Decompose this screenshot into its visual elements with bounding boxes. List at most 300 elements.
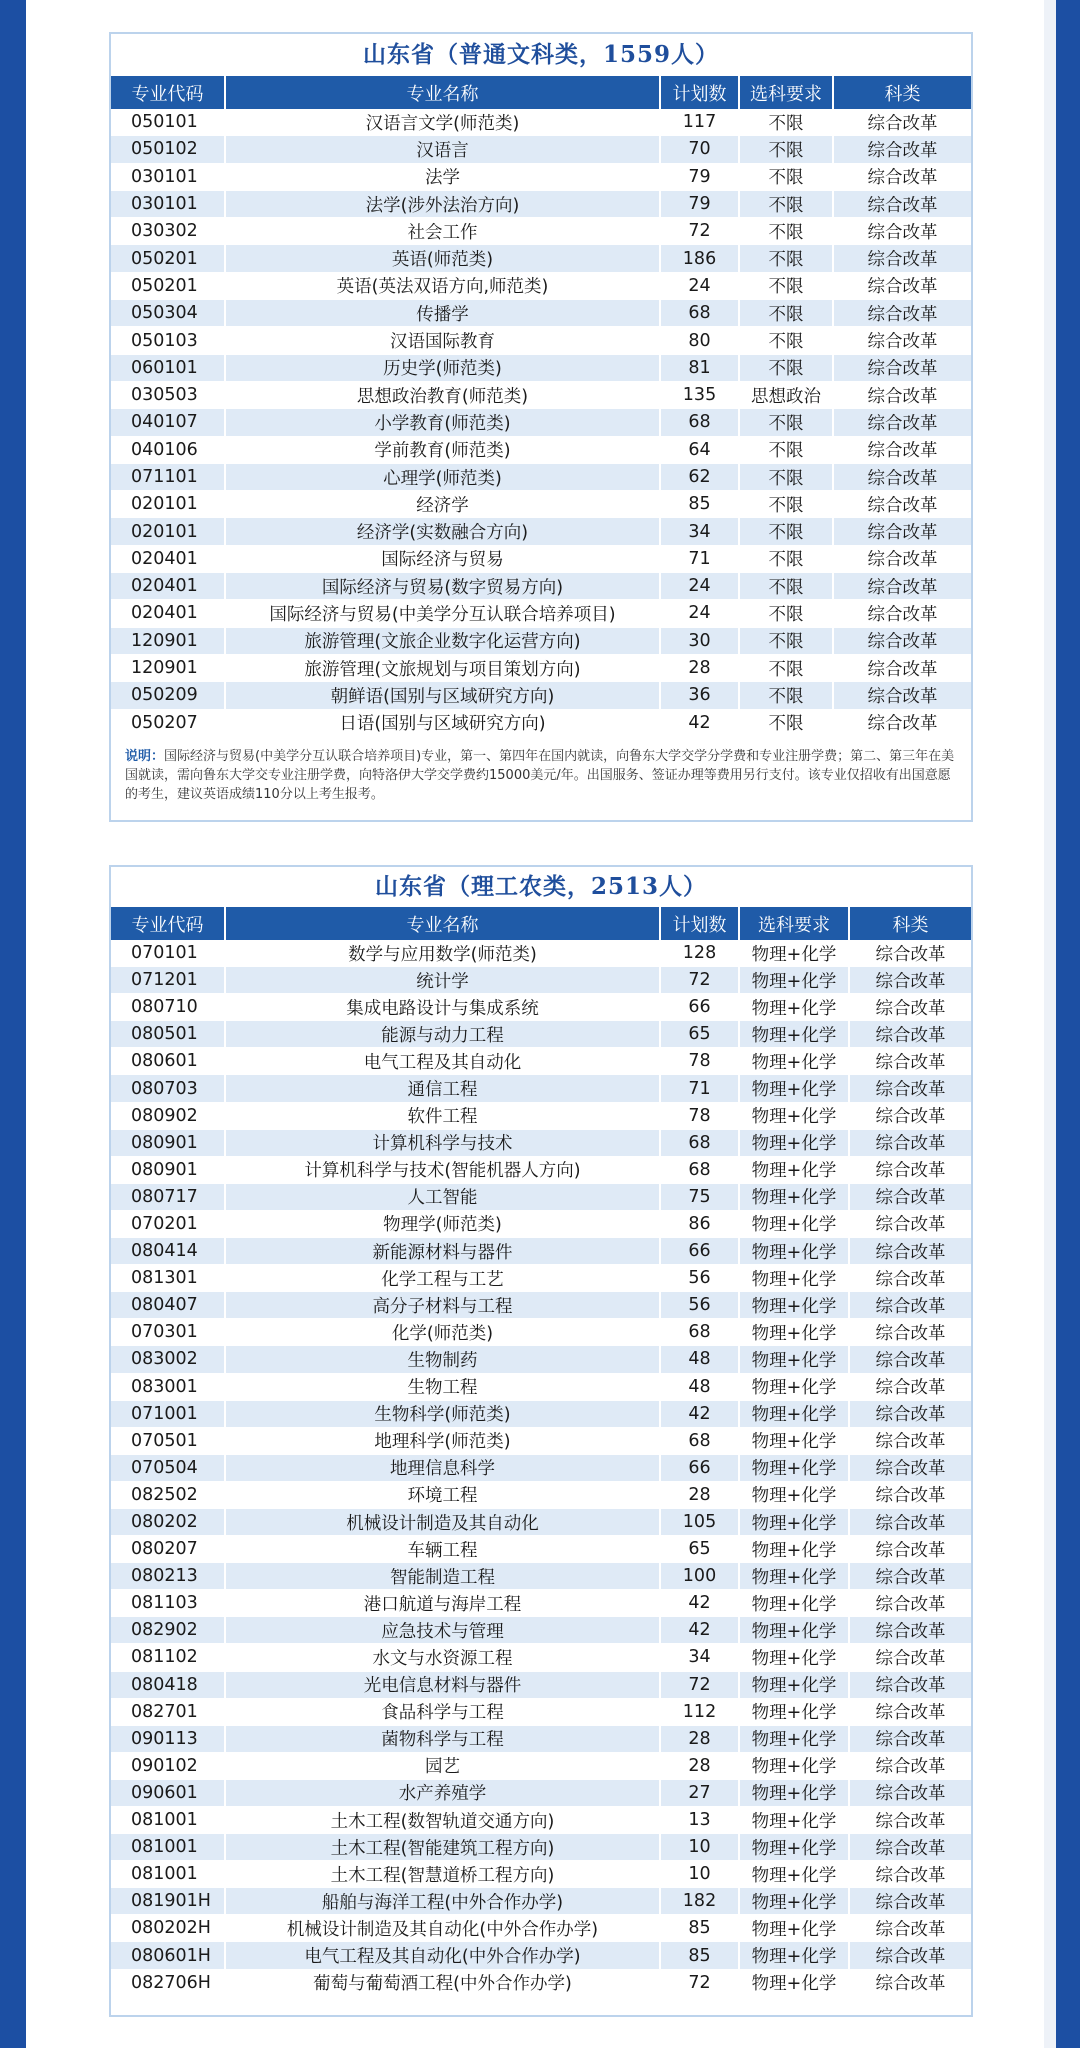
section-title: 山东省（理工农类，2513人）	[374, 873, 707, 900]
cell-plan-count: 27	[660, 1779, 739, 1806]
note-label: 说明：	[125, 748, 165, 764]
cell-plan-count: 72	[660, 967, 739, 994]
cell-category: 综合改革	[833, 436, 971, 463]
header-category: 科类	[849, 907, 971, 940]
cell-major-code: 090601	[111, 1779, 225, 1806]
table-row	[111, 654, 971, 681]
table-header-row	[111, 76, 971, 109]
table-row	[111, 1861, 971, 1888]
table-row	[111, 1048, 971, 1075]
table-row	[111, 994, 971, 1021]
table-row	[111, 272, 971, 299]
table-row	[111, 463, 971, 490]
table-row	[111, 967, 971, 994]
table-row	[111, 1156, 971, 1183]
cell-category: 综合改革	[833, 163, 971, 190]
table-row	[111, 1102, 971, 1129]
cell-plan-count: 66	[660, 994, 739, 1021]
cell-major-code: 090113	[111, 1725, 225, 1752]
table-row	[111, 1888, 971, 1915]
cell-plan-count: 65	[660, 1021, 739, 1048]
table-row	[111, 1915, 971, 1942]
cell-category: 综合改革	[849, 1021, 971, 1048]
cell-category: 综合改革	[849, 1265, 971, 1292]
cell-major-name: 传播学	[225, 300, 660, 327]
cell-category: 综合改革	[833, 381, 971, 408]
table-row	[111, 1617, 971, 1644]
cell-category: 综合改革	[849, 967, 971, 994]
cell-subject-requirement: 物理+化学	[739, 1156, 849, 1183]
cell-major-code: 040107	[111, 409, 225, 436]
cell-plan-count: 85	[660, 1942, 739, 1969]
cell-plan-count: 10	[660, 1834, 739, 1861]
cell-subject-requirement: 物理+化学	[739, 1861, 849, 1888]
table-row	[111, 1834, 971, 1861]
cell-category: 综合改革	[849, 1481, 971, 1508]
cell-major-code: 081901H	[111, 1888, 225, 1915]
cell-plan-count: 36	[660, 682, 739, 709]
cell-major-code: 070301	[111, 1319, 225, 1346]
cell-subject-requirement: 不限	[739, 245, 833, 272]
cell-category: 综合改革	[849, 1508, 971, 1535]
cell-plan-count: 42	[660, 1590, 739, 1617]
cell-category: 综合改革	[849, 1238, 971, 1265]
cell-plan-count: 42	[660, 1400, 739, 1427]
cell-major-name: 人工智能	[225, 1183, 660, 1210]
table-body	[111, 109, 971, 736]
cell-subject-requirement: 物理+化学	[739, 1292, 849, 1319]
cell-major-name: 应急技术与管理	[225, 1617, 660, 1644]
cell-subject-requirement: 物理+化学	[739, 1102, 849, 1129]
cell-plan-count: 182	[660, 1888, 739, 1915]
cell-major-code: 082902	[111, 1617, 225, 1644]
cell-category: 综合改革	[849, 1210, 971, 1237]
cell-major-name: 统计学	[225, 967, 660, 994]
cell-major-name: 旅游管理(文旅企业数字化运营方向)	[225, 627, 660, 654]
cell-subject-requirement: 物理+化学	[739, 1319, 849, 1346]
cell-major-name: 日语(国别与区域研究方向)	[225, 709, 660, 736]
cell-major-name: 车辆工程	[225, 1536, 660, 1563]
cell-category: 综合改革	[849, 1861, 971, 1888]
cell-plan-count: 28	[660, 1725, 739, 1752]
cell-subject-requirement: 不限	[739, 600, 833, 627]
table-row	[111, 627, 971, 654]
cell-plan-count: 78	[660, 1102, 739, 1129]
cell-subject-requirement: 物理+化学	[739, 1048, 849, 1075]
cell-major-name: 小学教育(师范类)	[225, 409, 660, 436]
cell-major-name: 经济学	[225, 491, 660, 518]
cell-category: 综合改革	[833, 327, 971, 354]
cell-major-name: 法学(涉外法治方向)	[225, 190, 660, 217]
cell-major-name: 港口航道与海岸工程	[225, 1590, 660, 1617]
header-major-name: 专业名称	[225, 76, 660, 109]
cell-plan-count: 30	[660, 627, 739, 654]
cell-subject-requirement: 物理+化学	[739, 967, 849, 994]
cell-major-code: 020401	[111, 600, 225, 627]
cell-subject-requirement: 物理+化学	[739, 1671, 849, 1698]
cell-major-code: 070501	[111, 1427, 225, 1454]
cell-category: 综合改革	[849, 940, 971, 967]
cell-category: 综合改革	[849, 1075, 971, 1102]
cell-subject-requirement: 物理+化学	[739, 1563, 849, 1590]
cell-subject-requirement: 物理+化学	[739, 1644, 849, 1671]
cell-major-code: 050201	[111, 272, 225, 299]
header-plan-count: 计划数	[660, 76, 739, 109]
cell-major-name: 光电信息材料与器件	[225, 1671, 660, 1698]
cell-major-name: 英语(英法双语方向,师范类)	[225, 272, 660, 299]
table-row	[111, 1238, 971, 1265]
cell-major-name: 国际经济与贸易(中美学分互认联合培养项目)	[225, 600, 660, 627]
cell-plan-count: 68	[660, 409, 739, 436]
table-row	[111, 1942, 971, 1969]
cell-major-code: 040106	[111, 436, 225, 463]
table-row	[111, 1400, 971, 1427]
cell-major-code: 080901	[111, 1129, 225, 1156]
cell-category: 综合改革	[833, 218, 971, 245]
cell-category: 综合改革	[849, 1942, 971, 1969]
cell-subject-requirement: 物理+化学	[739, 1427, 849, 1454]
cell-major-code: 080703	[111, 1075, 225, 1102]
cell-plan-count: 186	[660, 245, 739, 272]
table-row	[111, 300, 971, 327]
table-row	[111, 682, 971, 709]
cell-major-code: 020101	[111, 518, 225, 545]
table-row	[111, 1536, 971, 1563]
cell-major-name: 土木工程(智能建筑工程方向)	[225, 1834, 660, 1861]
cell-major-name: 生物科学(师范类)	[225, 1400, 660, 1427]
cell-major-code: 090102	[111, 1752, 225, 1779]
cell-subject-requirement: 物理+化学	[739, 1210, 849, 1237]
cell-subject-requirement: 物理+化学	[739, 1454, 849, 1481]
cell-subject-requirement: 不限	[739, 136, 833, 163]
section-title: 山东省（普通文科类，1559人）	[362, 41, 719, 68]
cell-plan-count: 85	[660, 491, 739, 518]
header-major-name: 专业名称	[225, 907, 660, 940]
cell-plan-count: 13	[660, 1807, 739, 1834]
cell-major-name: 电气工程及其自动化	[225, 1048, 660, 1075]
cell-plan-count: 117	[660, 109, 739, 136]
cell-major-code: 050209	[111, 682, 225, 709]
table-row	[111, 545, 971, 572]
table-row	[111, 1129, 971, 1156]
table-row	[111, 940, 971, 967]
header-subject-requirement: 选科要求	[739, 907, 849, 940]
cell-category: 综合改革	[833, 136, 971, 163]
cell-major-code: 030503	[111, 381, 225, 408]
cell-plan-count: 64	[660, 436, 739, 463]
cell-plan-count: 112	[660, 1698, 739, 1725]
cell-major-code: 081001	[111, 1807, 225, 1834]
cell-major-name: 水文与水资源工程	[225, 1644, 660, 1671]
cell-subject-requirement: 不限	[739, 327, 833, 354]
right-blue-border	[1056, 0, 1080, 2048]
cell-subject-requirement: 物理+化学	[739, 1481, 849, 1508]
table-row	[111, 1508, 971, 1535]
cell-plan-count: 79	[660, 190, 739, 217]
cell-major-code: 080601	[111, 1048, 225, 1075]
cell-major-name: 电气工程及其自动化(中外合作办学)	[225, 1942, 660, 1969]
cell-major-code: 070504	[111, 1454, 225, 1481]
table-row	[111, 1427, 971, 1454]
cell-major-code: 080202	[111, 1508, 225, 1535]
cell-major-code: 070201	[111, 1210, 225, 1237]
cell-subject-requirement: 不限	[739, 654, 833, 681]
cell-major-code: 080202H	[111, 1915, 225, 1942]
cell-subject-requirement: 思想政治	[739, 381, 833, 408]
cell-major-code: 081301	[111, 1265, 225, 1292]
cell-subject-requirement: 物理+化学	[739, 1183, 849, 1210]
cell-major-code: 083002	[111, 1346, 225, 1373]
cell-category: 综合改革	[833, 409, 971, 436]
cell-subject-requirement: 物理+化学	[739, 1725, 849, 1752]
cell-major-name: 土木工程(数智轨道交通方向)	[225, 1807, 660, 1834]
cell-major-code: 030302	[111, 218, 225, 245]
cell-major-code: 081102	[111, 1644, 225, 1671]
cell-subject-requirement: 不限	[739, 573, 833, 600]
cell-major-name: 机械设计制造及其自动化	[225, 1508, 660, 1535]
cell-subject-requirement: 不限	[739, 518, 833, 545]
cell-plan-count: 42	[660, 709, 739, 736]
cell-category: 综合改革	[833, 190, 971, 217]
cell-major-name: 化学工程与工艺	[225, 1265, 660, 1292]
cell-major-name: 能源与动力工程	[225, 1021, 660, 1048]
cell-subject-requirement: 不限	[739, 109, 833, 136]
cell-major-name: 新能源材料与器件	[225, 1238, 660, 1265]
cell-major-name: 计算机科学与技术(智能机器人方向)	[225, 1156, 660, 1183]
table-row	[111, 136, 971, 163]
table-body	[111, 940, 971, 1996]
cell-subject-requirement: 不限	[739, 436, 833, 463]
table-row	[111, 1590, 971, 1617]
cell-category: 综合改革	[833, 573, 971, 600]
header-plan-count: 计划数	[660, 907, 739, 940]
cell-subject-requirement: 物理+化学	[739, 1590, 849, 1617]
cell-subject-requirement: 物理+化学	[739, 1888, 849, 1915]
table-row	[111, 1183, 971, 1210]
cell-plan-count: 80	[660, 327, 739, 354]
cell-category: 综合改革	[849, 1915, 971, 1942]
cell-plan-count: 86	[660, 1210, 739, 1237]
cell-subject-requirement: 物理+化学	[739, 940, 849, 967]
cell-major-name: 物理学(师范类)	[225, 1210, 660, 1237]
cell-subject-requirement: 不限	[739, 709, 833, 736]
cell-category: 综合改革	[849, 1617, 971, 1644]
cell-major-code: 080902	[111, 1102, 225, 1129]
cell-major-name: 机械设计制造及其自动化(中外合作办学)	[225, 1915, 660, 1942]
cell-major-name: 智能制造工程	[225, 1563, 660, 1590]
cell-major-code: 082706H	[111, 1969, 225, 1996]
table-row	[111, 1292, 971, 1319]
cell-subject-requirement: 不限	[739, 682, 833, 709]
cell-major-name: 食品科学与工程	[225, 1698, 660, 1725]
cell-category: 综合改革	[849, 1346, 971, 1373]
header-major-code: 专业代码	[111, 907, 225, 940]
cell-major-code: 080414	[111, 1238, 225, 1265]
cell-major-code: 082502	[111, 1481, 225, 1508]
table-row	[111, 1075, 971, 1102]
cell-subject-requirement: 不限	[739, 463, 833, 490]
cell-plan-count: 34	[660, 518, 739, 545]
cell-category: 综合改革	[849, 1888, 971, 1915]
explanation-note	[125, 747, 957, 804]
cell-major-code: 082701	[111, 1698, 225, 1725]
cell-plan-count: 48	[660, 1373, 739, 1400]
cell-major-name: 水产养殖学	[225, 1779, 660, 1806]
cell-subject-requirement: 物理+化学	[739, 1238, 849, 1265]
table-row	[111, 1807, 971, 1834]
cell-major-name: 化学(师范类)	[225, 1319, 660, 1346]
cell-category: 综合改革	[849, 1969, 971, 1996]
cell-plan-count: 71	[660, 1075, 739, 1102]
cell-major-code: 071201	[111, 967, 225, 994]
cell-major-code: 020401	[111, 573, 225, 600]
table-row	[111, 1644, 971, 1671]
cell-major-code: 081103	[111, 1590, 225, 1617]
table-row	[111, 1671, 971, 1698]
cell-plan-count: 66	[660, 1454, 739, 1481]
cell-major-name: 历史学(师范类)	[225, 354, 660, 381]
table-row	[111, 1752, 971, 1779]
cell-category: 综合改革	[833, 354, 971, 381]
cell-subject-requirement: 物理+化学	[739, 1021, 849, 1048]
cell-subject-requirement: 不限	[739, 409, 833, 436]
cell-category: 综合改革	[849, 1319, 971, 1346]
cell-category: 综合改革	[849, 1292, 971, 1319]
cell-major-name: 地理科学(师范类)	[225, 1427, 660, 1454]
cell-subject-requirement: 不限	[739, 627, 833, 654]
cell-category: 综合改革	[833, 491, 971, 518]
cell-plan-count: 68	[660, 300, 739, 327]
table-row	[111, 1373, 971, 1400]
cell-category: 综合改革	[849, 1834, 971, 1861]
cell-plan-count: 66	[660, 1238, 739, 1265]
cell-major-name: 软件工程	[225, 1102, 660, 1129]
cell-major-code: 080407	[111, 1292, 225, 1319]
cell-major-name: 生物制药	[225, 1346, 660, 1373]
table-row	[111, 381, 971, 408]
cell-major-code: 120901	[111, 654, 225, 681]
cell-major-code: 080601H	[111, 1942, 225, 1969]
left-blue-border	[0, 0, 26, 2048]
cell-plan-count: 72	[660, 218, 739, 245]
cell-plan-count: 34	[660, 1644, 739, 1671]
cell-category: 综合改革	[849, 1400, 971, 1427]
cell-major-name: 朝鲜语(国别与区域研究方向)	[225, 682, 660, 709]
table-row	[111, 327, 971, 354]
cell-major-name: 汉语国际教育	[225, 327, 660, 354]
cell-plan-count: 78	[660, 1048, 739, 1075]
section-science-engineering	[109, 865, 973, 2017]
cell-major-name: 集成电路设计与集成系统	[225, 994, 660, 1021]
cell-plan-count: 62	[660, 463, 739, 490]
cell-subject-requirement: 不限	[739, 545, 833, 572]
cell-category: 综合改革	[849, 994, 971, 1021]
cell-major-code: 020101	[111, 491, 225, 518]
cell-plan-count: 68	[660, 1156, 739, 1183]
cell-plan-count: 28	[660, 1752, 739, 1779]
cell-subject-requirement: 物理+化学	[739, 1969, 849, 1996]
cell-subject-requirement: 物理+化学	[739, 1834, 849, 1861]
table-row	[111, 1779, 971, 1806]
table-header-row	[111, 907, 971, 940]
table-row	[111, 1265, 971, 1292]
cell-category: 综合改革	[849, 1725, 971, 1752]
cell-major-code: 120901	[111, 627, 225, 654]
table-row	[111, 190, 971, 217]
cell-plan-count: 105	[660, 1508, 739, 1535]
cell-major-code: 083001	[111, 1373, 225, 1400]
cell-category: 综合改革	[849, 1373, 971, 1400]
cell-category: 综合改革	[849, 1129, 971, 1156]
cell-major-name: 心理学(师范类)	[225, 463, 660, 490]
cell-subject-requirement: 物理+化学	[739, 1807, 849, 1834]
cell-major-name: 通信工程	[225, 1075, 660, 1102]
cell-major-name: 汉语言文学(师范类)	[225, 109, 660, 136]
cell-major-name: 旅游管理(文旅规划与项目策划方向)	[225, 654, 660, 681]
cell-subject-requirement: 物理+化学	[739, 1779, 849, 1806]
table-row	[111, 436, 971, 463]
cell-major-name: 计算机科学与技术	[225, 1129, 660, 1156]
table-row	[111, 409, 971, 436]
cell-major-code: 081001	[111, 1834, 225, 1861]
cell-major-code: 080213	[111, 1563, 225, 1590]
cell-major-code: 080901	[111, 1156, 225, 1183]
cell-major-name: 思想政治教育(师范类)	[225, 381, 660, 408]
cell-major-name: 数学与应用数学(师范类)	[225, 940, 660, 967]
cell-major-name: 船舶与海洋工程(中外合作办学)	[225, 1888, 660, 1915]
header-category: 科类	[833, 76, 971, 109]
cell-subject-requirement: 物理+化学	[739, 1373, 849, 1400]
cell-major-name: 汉语言	[225, 136, 660, 163]
cell-subject-requirement: 物理+化学	[739, 1129, 849, 1156]
cell-plan-count: 100	[660, 1563, 739, 1590]
cell-plan-count: 48	[660, 1346, 739, 1373]
cell-category: 综合改革	[833, 654, 971, 681]
cell-major-name: 生物工程	[225, 1373, 660, 1400]
cell-category: 综合改革	[833, 545, 971, 572]
table-row	[111, 1210, 971, 1237]
cell-category: 综合改革	[833, 518, 971, 545]
cell-category: 综合改革	[833, 463, 971, 490]
cell-category: 综合改革	[849, 1752, 971, 1779]
cell-major-name: 土木工程(智慧道桥工程方向)	[225, 1861, 660, 1888]
cell-major-code: 080418	[111, 1671, 225, 1698]
table-row	[111, 1698, 971, 1725]
cell-category: 综合改革	[849, 1427, 971, 1454]
cell-major-name: 菌物科学与工程	[225, 1725, 660, 1752]
cell-subject-requirement: 不限	[739, 300, 833, 327]
cell-major-code: 050201	[111, 245, 225, 272]
cell-plan-count: 72	[660, 1671, 739, 1698]
cell-plan-count: 72	[660, 1969, 739, 1996]
cell-plan-count: 56	[660, 1292, 739, 1319]
cell-subject-requirement: 物理+化学	[739, 1698, 849, 1725]
admission-plan-table	[111, 76, 971, 737]
table-row	[111, 218, 971, 245]
cell-subject-requirement: 不限	[739, 163, 833, 190]
cell-major-code: 020401	[111, 545, 225, 572]
cell-major-code: 060101	[111, 354, 225, 381]
cell-major-name: 社会工作	[225, 218, 660, 245]
table-row	[111, 1563, 971, 1590]
cell-plan-count: 10	[660, 1861, 739, 1888]
cell-subject-requirement: 物理+化学	[739, 1265, 849, 1292]
cell-plan-count: 24	[660, 573, 739, 600]
table-row	[111, 163, 971, 190]
table-row	[111, 1481, 971, 1508]
cell-plan-count: 65	[660, 1536, 739, 1563]
header-subject-requirement: 选科要求	[739, 76, 833, 109]
